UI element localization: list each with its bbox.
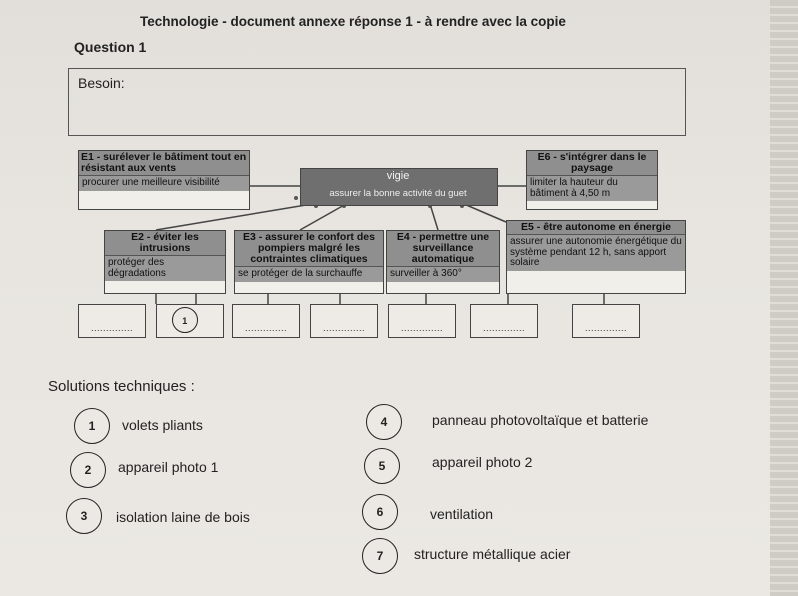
solution-6-number: 6 bbox=[362, 494, 398, 530]
besoin-label: Besoin: bbox=[78, 75, 125, 91]
function-e6-criterion: limiter la hauteur du bâtiment à 4,50 m bbox=[527, 175, 657, 201]
center-function-subtitle: assurer la bonne activité du guet bbox=[329, 188, 467, 199]
function-e1-criterion: procurer une meilleure visibilité bbox=[79, 175, 249, 191]
solution-6-label: ventilation bbox=[430, 506, 494, 522]
function-e1-title: E1 - surélever le bâtiment tout en résistant aux vents bbox=[79, 151, 249, 175]
solutions-heading: Solutions techniques : bbox=[48, 378, 195, 395]
answer-box-6[interactable] bbox=[470, 304, 538, 338]
function-e4-title: E4 - permettre une surveillance automatique bbox=[387, 231, 499, 266]
function-e3-criterion: se protéger de la surchauffe bbox=[235, 266, 383, 282]
function-e6-title: E6 - s'intégrer dans le paysage bbox=[527, 151, 657, 175]
function-box-e5 bbox=[506, 220, 686, 294]
solution-2-number: 2 bbox=[70, 452, 106, 488]
answer-box-2[interactable] bbox=[156, 304, 224, 338]
answer-box-4-text: .............. bbox=[322, 323, 365, 333]
solution-3-label: isolation laine de bois bbox=[116, 509, 250, 525]
function-e2-title: E2 - éviter les intrusions bbox=[105, 231, 225, 255]
document-title: Technologie - document annexe réponse 1 - à rendre avec la copie bbox=[140, 14, 566, 29]
function-box-e1 bbox=[78, 150, 250, 210]
answer-box-5[interactable] bbox=[388, 304, 456, 338]
function-e3-title: E3 - assurer le confort des pompiers malgré les contraintes climatiques bbox=[235, 231, 383, 266]
solution-7-number: 7 bbox=[362, 538, 398, 574]
answer-box-3[interactable] bbox=[232, 304, 300, 338]
solution-2-label: appareil photo 1 bbox=[118, 459, 219, 475]
answer-box-2-circle bbox=[172, 307, 198, 333]
answer-box-1[interactable] bbox=[78, 304, 146, 338]
solution-5-label: appareil photo 2 bbox=[432, 454, 533, 470]
function-e4-criterion: surveiller à 360° bbox=[387, 266, 499, 282]
answer-box-3-text: .............. bbox=[244, 323, 287, 333]
function-box-e3 bbox=[234, 230, 384, 294]
function-e5-criterion: assurer une autonomie énergétique du système pendant 12 h, sans apport solaire bbox=[507, 234, 685, 271]
answer-box-7[interactable] bbox=[572, 304, 640, 338]
question-heading: Question 1 bbox=[74, 39, 147, 55]
function-box-e6 bbox=[526, 150, 658, 210]
function-box-e4 bbox=[386, 230, 500, 294]
answer-box-5-text: .............. bbox=[400, 323, 443, 333]
solution-3-number: 3 bbox=[66, 498, 102, 534]
function-e5-title: E5 - être autonome en énergie bbox=[507, 221, 685, 234]
solution-7-label: structure métallique acier bbox=[414, 546, 571, 562]
solution-1-label: volets pliants bbox=[122, 417, 203, 433]
answer-box-4[interactable] bbox=[310, 304, 378, 338]
function-box-e2 bbox=[104, 230, 226, 294]
solution-5-number: 5 bbox=[364, 448, 400, 484]
answer-box-1-text: .............. bbox=[90, 323, 133, 333]
answer-box-7-text: .............. bbox=[584, 323, 627, 333]
background-paper-edge bbox=[770, 0, 798, 596]
function-e2-criterion: protéger des dégradations bbox=[105, 255, 225, 281]
solution-1-number: 1 bbox=[74, 408, 110, 444]
answer-box-6-text: .............. bbox=[482, 323, 525, 333]
solution-4-number: 4 bbox=[366, 404, 402, 440]
center-function-title: vigie bbox=[386, 170, 410, 182]
solution-4-label: panneau photovoltaïque et batterie bbox=[432, 412, 649, 428]
answer-box-2-text: 1 bbox=[182, 316, 188, 326]
